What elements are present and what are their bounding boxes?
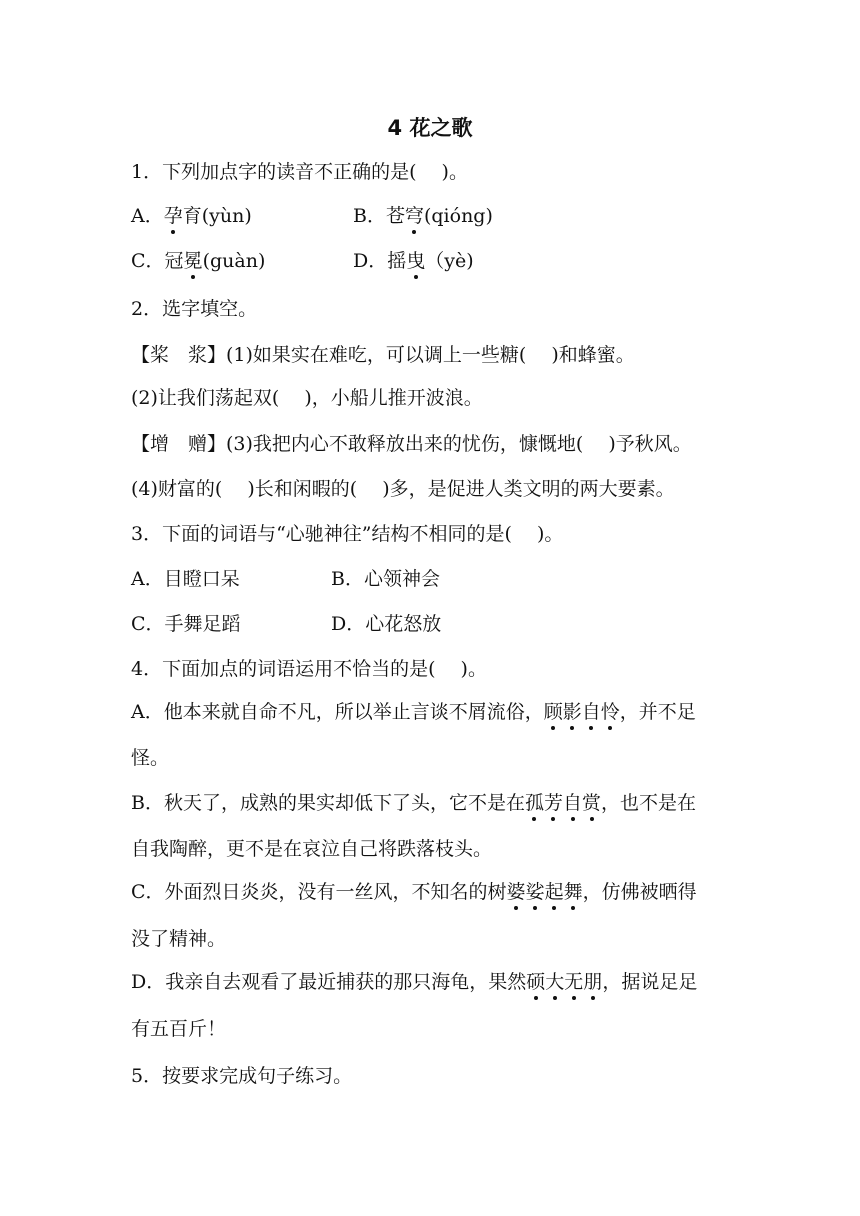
q4-option-c-cont: 没了精神。	[131, 928, 227, 950]
q3-option-b: B．心领神会	[331, 568, 440, 590]
question-1-stem: 1．下列加点字的读音不正确的是( )。	[131, 161, 468, 183]
q1-option-d: D．摇曳（yè)	[353, 250, 474, 272]
dotted-char: 孤	[524, 792, 544, 814]
dotted-char: 婆	[506, 881, 526, 903]
q4-option-c: C．外面烈日炎炎，没有一丝风，不知名的树婆娑起舞，仿佛被晒得	[131, 881, 697, 903]
page-title: 4 花之歌	[387, 116, 473, 140]
dotted-char: 舞	[563, 881, 583, 903]
dotted-char: 朋	[583, 971, 603, 993]
dotted-char: 孕	[163, 205, 183, 227]
question-2-stem: 2．选字填空。	[131, 298, 258, 320]
dotted-char: 穹	[404, 205, 424, 227]
dotted-char: 硕	[526, 971, 546, 993]
q1-option-b: B．苍穹(qióng)	[353, 205, 493, 227]
q2-line-4: (4)财富的( )长和闲暇的( )多，是促进人类文明的两大要素。	[131, 478, 675, 500]
q3-option-d: D．心花怒放	[331, 613, 442, 635]
dotted-char: 无	[564, 971, 584, 993]
dotted-char: 芳	[543, 792, 563, 814]
q3-option-c: C．手舞足蹈	[131, 613, 241, 635]
q1-option-a: A．孕育(yùn)	[131, 205, 252, 227]
question-4-stem: 4．下面加点的词语运用不恰当的是( )。	[131, 658, 487, 680]
dotted-char: 自	[563, 792, 583, 814]
q2-line-3: 【增 赠】(3)我把内心不敢释放出来的忧伤，慷慨地( )予秋风。	[131, 433, 692, 455]
q2-line-1: 【桨 浆】(1)如果实在难吃，可以调上一些糖( )和蜂蜜。	[131, 344, 635, 366]
q4-option-b-cont: 自我陶醉，更不是在哀泣自己将跌落枝头。	[131, 838, 493, 860]
question-5-stem: 5．按要求完成句子练习。	[131, 1065, 353, 1087]
dotted-char: 顾	[543, 701, 563, 723]
dotted-char: 赏	[582, 792, 602, 814]
q1-option-c: C．冠冕(guàn)	[131, 250, 266, 272]
dotted-char: 怜	[600, 701, 620, 723]
q4-option-a: A．他本来就自命不凡，所以举止言谈不屑流俗，顾影自怜，并不足	[131, 701, 696, 723]
dotted-char: 娑	[525, 881, 545, 903]
q4-option-a-cont: 怪。	[131, 747, 170, 769]
dotted-char: 起	[544, 881, 564, 903]
q2-line-2: (2)让我们荡起双( )，小船儿推开波浪。	[131, 387, 483, 409]
q3-option-a: A．目瞪口呆	[131, 568, 240, 590]
q4-option-d: D．我亲自去观看了最近捕获的那只海龟，果然硕大无朋，据说足足	[131, 971, 698, 993]
dotted-char: 冕	[183, 250, 203, 272]
dotted-char: 影	[562, 701, 582, 723]
q4-option-d-cont: 有五百斤！	[131, 1018, 227, 1040]
question-3-stem: 3．下面的词语与“心驰神往”结构不相同的是( )。	[131, 523, 564, 545]
dotted-char: 大	[545, 971, 565, 993]
q4-option-b: B．秋天了，成熟的果实却低下了头，它不是在孤芳自赏，也不是在	[131, 792, 697, 814]
dotted-char: 曳	[406, 250, 426, 272]
dotted-char: 自	[581, 701, 601, 723]
